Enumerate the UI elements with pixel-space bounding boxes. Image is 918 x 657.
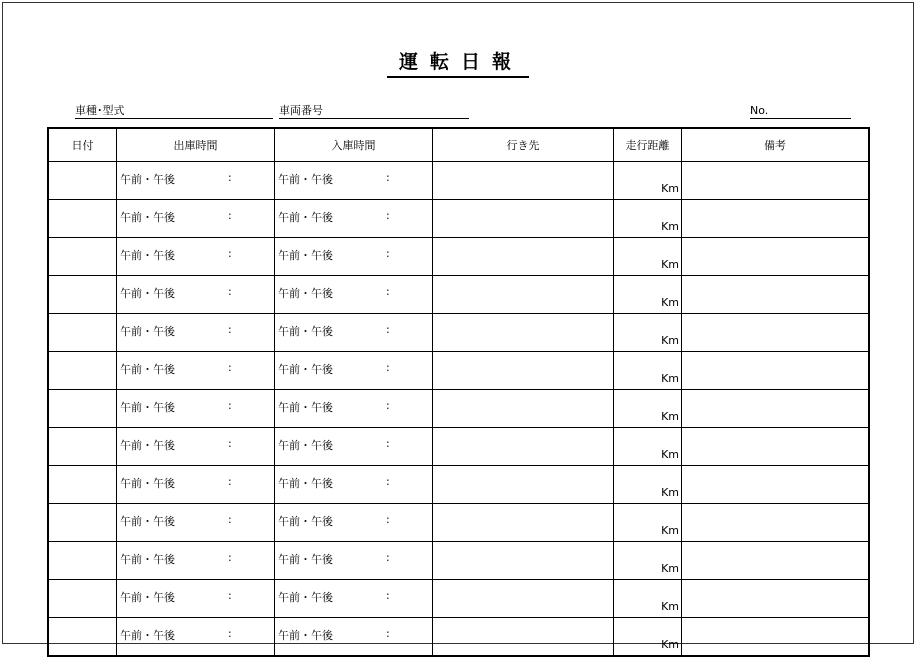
table-row (48, 276, 869, 314)
header-departure-time: 出庫時間 (117, 128, 275, 162)
header-destination: 行き先 (433, 128, 614, 162)
time-colon: : (386, 551, 390, 564)
time-colon: : (228, 171, 232, 184)
return-time-cell[interactable] (275, 390, 433, 428)
log-table (47, 127, 870, 657)
distance-cell[interactable] (614, 238, 682, 276)
date-cell[interactable] (48, 542, 117, 580)
ampm-label: 午前・午後 (120, 325, 175, 338)
remarks-cell[interactable] (682, 466, 870, 504)
return-time-cell[interactable] (275, 542, 433, 580)
return-time-cell[interactable] (275, 466, 433, 504)
time-colon: : (228, 513, 232, 526)
date-cell[interactable] (48, 314, 117, 352)
form-title: 運転日報 (3, 47, 913, 78)
remarks-cell[interactable] (682, 314, 870, 352)
return-time-cell[interactable] (275, 504, 433, 542)
return-time-cell[interactable] (275, 428, 433, 466)
distance-unit: Km (661, 220, 679, 233)
destination-cell[interactable] (433, 390, 614, 428)
ampm-label: 午前・午後 (120, 477, 175, 490)
ampm-label: 午前・午後 (278, 287, 333, 300)
ampm-label: 午前・午後 (120, 629, 175, 642)
remarks-cell[interactable] (682, 162, 870, 200)
ampm-label: 午前・午後 (278, 477, 333, 490)
distance-unit: Km (661, 258, 679, 271)
time-colon: : (386, 475, 390, 488)
ampm-label: 午前・午後 (120, 173, 175, 186)
ampm-label: 午前・午後 (120, 363, 175, 376)
table-row (48, 466, 869, 504)
distance-unit: Km (661, 562, 679, 575)
departure-time-cell[interactable] (117, 466, 275, 504)
table-row (48, 238, 869, 276)
header-row (48, 128, 869, 162)
table-row (48, 580, 869, 618)
time-colon: : (386, 399, 390, 412)
departure-time-cell[interactable] (117, 390, 275, 428)
ampm-label: 午前・午後 (120, 553, 175, 566)
date-cell[interactable] (48, 352, 117, 390)
ampm-label: 午前・午後 (278, 553, 333, 566)
date-cell[interactable] (48, 200, 117, 238)
time-colon: : (386, 171, 390, 184)
distance-unit: Km (661, 410, 679, 423)
remarks-cell[interactable] (682, 200, 870, 238)
time-colon: : (386, 437, 390, 450)
table-row (48, 200, 869, 238)
ampm-label: 午前・午後 (278, 439, 333, 452)
date-cell[interactable] (48, 504, 117, 542)
remarks-cell[interactable] (682, 504, 870, 542)
ampm-label: 午前・午後 (120, 287, 175, 300)
date-cell[interactable] (48, 238, 117, 276)
distance-cell[interactable] (614, 390, 682, 428)
table-row (48, 352, 869, 390)
distance-cell[interactable] (614, 200, 682, 238)
ampm-label: 午前・午後 (120, 439, 175, 452)
destination-cell[interactable] (433, 580, 614, 618)
distance-unit: Km (661, 524, 679, 537)
header-distance: 走行距離 (614, 128, 682, 162)
destination-cell[interactable] (433, 162, 614, 200)
time-colon: : (386, 247, 390, 260)
destination-cell[interactable] (433, 200, 614, 238)
ampm-label: 午前・午後 (278, 629, 333, 642)
time-colon: : (228, 247, 232, 260)
departure-time-cell[interactable] (117, 542, 275, 580)
time-colon: : (228, 437, 232, 450)
distance-cell[interactable] (614, 428, 682, 466)
destination-cell[interactable] (433, 352, 614, 390)
distance-cell[interactable] (614, 618, 682, 657)
time-colon: : (228, 209, 232, 222)
distance-cell[interactable] (614, 352, 682, 390)
ampm-label: 午前・午後 (278, 591, 333, 604)
header-return-time: 入庫時間 (275, 128, 433, 162)
ampm-label: 午前・午後 (278, 211, 333, 224)
date-cell[interactable] (48, 618, 117, 657)
remarks-cell[interactable] (682, 580, 870, 618)
distance-cell[interactable] (614, 580, 682, 618)
time-colon: : (386, 627, 390, 640)
header-remarks: 備考 (682, 128, 870, 162)
date-cell[interactable] (48, 428, 117, 466)
time-colon: : (228, 361, 232, 374)
ampm-label: 午前・午後 (278, 325, 333, 338)
destination-cell[interactable] (433, 428, 614, 466)
ampm-label: 午前・午後 (120, 591, 175, 604)
ampm-label: 午前・午後 (120, 249, 175, 262)
remarks-cell[interactable] (682, 352, 870, 390)
time-colon: : (228, 285, 232, 298)
ampm-label: 午前・午後 (120, 515, 175, 528)
form-number-field[interactable] (750, 104, 851, 119)
destination-cell[interactable] (433, 314, 614, 352)
date-cell[interactable] (48, 390, 117, 428)
distance-cell[interactable] (614, 162, 682, 200)
table-row (48, 314, 869, 352)
time-colon: : (386, 513, 390, 526)
departure-time-cell[interactable] (117, 314, 275, 352)
departure-time-cell[interactable] (117, 352, 275, 390)
distance-cell[interactable] (614, 542, 682, 580)
time-colon: : (386, 209, 390, 222)
header-date: 日付 (48, 128, 117, 162)
departure-time-cell[interactable] (117, 162, 275, 200)
ampm-label: 午前・午後 (120, 401, 175, 414)
departure-time-cell[interactable] (117, 200, 275, 238)
time-colon: : (228, 551, 232, 564)
time-colon: : (386, 589, 390, 602)
distance-cell[interactable] (614, 504, 682, 542)
table-row (48, 428, 869, 466)
distance-unit: Km (661, 296, 679, 309)
distance-unit: Km (661, 600, 679, 613)
destination-cell[interactable] (433, 276, 614, 314)
departure-time-cell[interactable] (117, 238, 275, 276)
time-colon: : (228, 627, 232, 640)
time-colon: : (386, 285, 390, 298)
remarks-cell[interactable] (682, 618, 870, 657)
return-time-cell[interactable] (275, 352, 433, 390)
remarks-cell[interactable] (682, 238, 870, 276)
departure-time-cell[interactable] (117, 504, 275, 542)
ampm-label: 午前・午後 (278, 401, 333, 414)
destination-cell[interactable] (433, 238, 614, 276)
table-row (48, 618, 869, 657)
destination-cell[interactable] (433, 542, 614, 580)
return-time-cell[interactable] (275, 314, 433, 352)
ampm-label: 午前・午後 (278, 363, 333, 376)
distance-cell[interactable] (614, 276, 682, 314)
distance-cell[interactable] (614, 314, 682, 352)
time-colon: : (228, 399, 232, 412)
form-number-label: No. (750, 104, 769, 117)
date-cell[interactable] (48, 276, 117, 314)
destination-cell[interactable] (433, 466, 614, 504)
distance-unit: Km (661, 182, 679, 195)
distance-unit: Km (661, 448, 679, 461)
remarks-cell[interactable] (682, 542, 870, 580)
ampm-label: 午前・午後 (278, 515, 333, 528)
return-time-cell[interactable] (275, 580, 433, 618)
return-time-cell[interactable] (275, 238, 433, 276)
time-colon: : (386, 323, 390, 336)
date-cell[interactable] (48, 466, 117, 504)
vehicle-model-label: 車種･型式 (75, 104, 125, 117)
return-time-cell[interactable] (275, 162, 433, 200)
return-time-cell[interactable] (275, 618, 433, 657)
ampm-label: 午前・午後 (120, 211, 175, 224)
distance-unit: Km (661, 486, 679, 499)
distance-unit: Km (661, 334, 679, 347)
date-cell[interactable] (48, 580, 117, 618)
departure-time-cell[interactable] (117, 580, 275, 618)
time-colon: : (228, 323, 232, 336)
remarks-cell[interactable] (682, 276, 870, 314)
remarks-cell[interactable] (682, 428, 870, 466)
time-colon: : (228, 475, 232, 488)
departure-time-cell[interactable] (117, 428, 275, 466)
remarks-cell[interactable] (682, 390, 870, 428)
vehicle-model-field[interactable] (75, 104, 273, 119)
table-row (48, 162, 869, 200)
plate-number-field[interactable] (279, 104, 469, 119)
distance-cell[interactable] (614, 466, 682, 504)
table-row (48, 504, 869, 542)
return-time-cell[interactable] (275, 276, 433, 314)
table-row (48, 542, 869, 580)
time-colon: : (386, 361, 390, 374)
plate-number-label: 車両番号 (279, 104, 323, 117)
table-row (48, 390, 869, 428)
ampm-label: 午前・午後 (278, 173, 333, 186)
destination-cell[interactable] (433, 504, 614, 542)
departure-time-cell[interactable] (117, 618, 275, 657)
distance-unit: Km (661, 638, 679, 651)
return-time-cell[interactable] (275, 200, 433, 238)
distance-unit: Km (661, 372, 679, 385)
destination-cell[interactable] (433, 618, 614, 657)
date-cell[interactable] (48, 162, 117, 200)
departure-time-cell[interactable] (117, 276, 275, 314)
time-colon: : (228, 589, 232, 602)
ampm-label: 午前・午後 (278, 249, 333, 262)
